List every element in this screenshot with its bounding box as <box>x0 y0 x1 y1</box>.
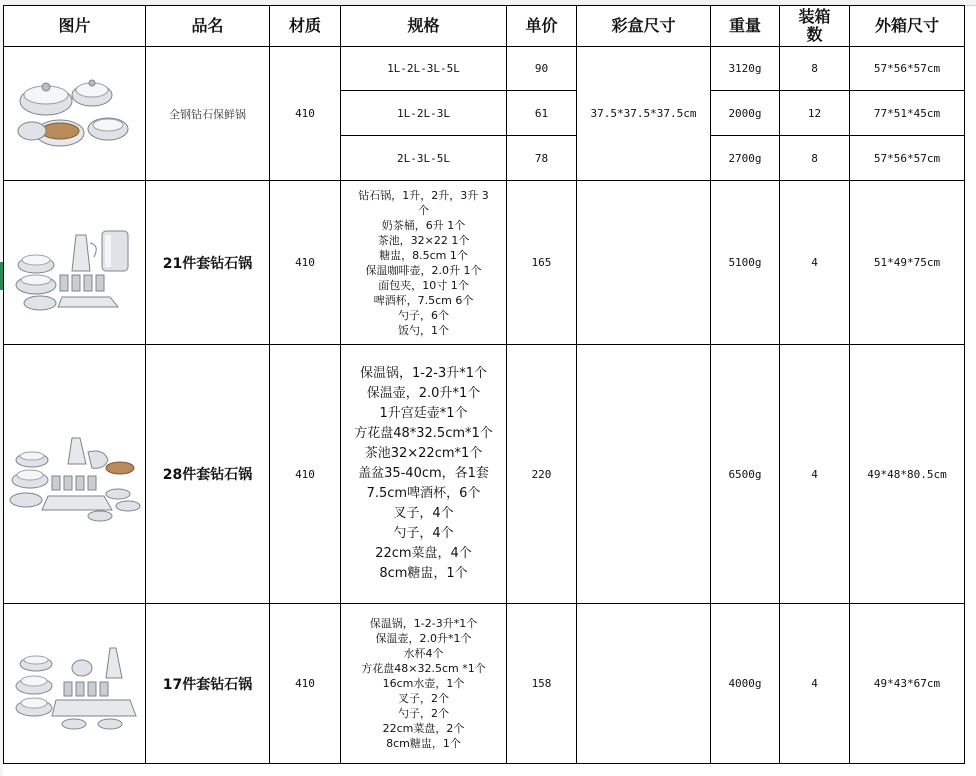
header-packing-count[interactable] <box>780 6 850 47</box>
spec-cell[interactable] <box>341 181 507 345</box>
header-giftbox-size[interactable]: 彩盒尺寸 <box>577 6 711 47</box>
carton-size-cell[interactable]: 51*49*75cm <box>850 181 965 345</box>
price-cell[interactable]: 220 <box>507 345 577 604</box>
spec-line: 个 <box>418 203 429 217</box>
product-name-cell[interactable]: 28件套钻石锅 <box>146 345 270 604</box>
weight-cell[interactable]: 2700g <box>711 136 780 181</box>
product-table <box>3 5 965 764</box>
carton-size-cell[interactable]: 57*56*57cm <box>850 47 965 91</box>
spec-cell[interactable]: 2L-3L-5L <box>341 136 507 181</box>
price-cell[interactable]: 78 <box>507 136 577 181</box>
spec-cell[interactable] <box>341 604 507 764</box>
header-image[interactable]: 图片 <box>4 6 146 47</box>
weight-cell[interactable]: 6500g <box>711 345 780 604</box>
spec-line: 糖盅，8.5cm 1个 <box>379 248 468 262</box>
header-spec[interactable]: 规格 <box>341 6 507 47</box>
header-material[interactable]: 材质 <box>270 6 341 47</box>
cookware-set-image <box>10 634 140 734</box>
packing-cell[interactable]: 12 <box>780 91 850 136</box>
giftbox-size-cell[interactable] <box>577 604 711 764</box>
spec-line: 8cm糖盅，1个 <box>386 737 461 750</box>
spec-line: 面包夹，10寸 1个 <box>378 278 469 292</box>
price-cell[interactable]: 158 <box>507 604 577 764</box>
weight-cell[interactable]: 3120g <box>711 47 780 91</box>
spec-line: 保温锅，1-2-3升*1个 <box>360 366 487 381</box>
price-cell[interactable]: 61 <box>507 91 577 136</box>
spec-line: 盖盆35-40cm，各1套 <box>358 466 489 481</box>
spec-line: 方花盘48*32.5cm*1个 <box>354 426 493 441</box>
spec-line: 保温壶，2.0升*1个 <box>375 632 472 645</box>
header-name[interactable]: 品名 <box>146 6 270 47</box>
spec-line: 保温锅，1-2-3升*1个 <box>369 617 478 630</box>
spec-line: 饭勺，1个 <box>398 323 449 337</box>
header-row <box>4 6 965 47</box>
header-price[interactable]: 单价 <box>507 6 577 47</box>
product-name-cell[interactable]: 17件套钻石锅 <box>146 604 270 764</box>
spec-line: 22cm菜盘，4个 <box>375 546 472 561</box>
spec-cell[interactable] <box>341 345 507 604</box>
spec-line: 1升宫廷壶*1个 <box>379 406 468 421</box>
spec-list <box>341 614 506 753</box>
product-image-cell[interactable] <box>4 604 146 764</box>
carton-size-cell[interactable]: 49*43*67cm <box>850 604 965 764</box>
weight-cell[interactable]: 5100g <box>711 181 780 345</box>
header-weight[interactable]: 重量 <box>711 6 780 47</box>
packing-cell[interactable]: 4 <box>780 181 850 345</box>
spec-line: 保温咖啡壶，2.0升 1个 <box>365 263 482 277</box>
price-cell[interactable]: 90 <box>507 47 577 91</box>
product-image-cell[interactable] <box>4 181 146 345</box>
carton-size-cell[interactable]: 57*56*57cm <box>850 136 965 181</box>
cookware-set-image <box>10 213 140 313</box>
weight-cell[interactable]: 4000g <box>711 604 780 764</box>
giftbox-size-cell[interactable] <box>577 345 711 604</box>
table-row <box>4 47 965 91</box>
carton-size-cell[interactable]: 49*48*80.5cm <box>850 345 965 604</box>
header-carton-size[interactable]: 外箱尺寸 <box>850 6 965 47</box>
product-name-cell[interactable]: 21件套钻石锅 <box>146 181 270 345</box>
material-cell[interactable]: 410 <box>270 181 341 345</box>
carton-size-cell[interactable]: 77*51*45cm <box>850 91 965 136</box>
packing-cell[interactable]: 4 <box>780 604 850 764</box>
price-cell[interactable]: 165 <box>507 181 577 345</box>
header-packing-line2: 数 <box>806 25 823 44</box>
spec-line: 勺子，4个 <box>393 526 454 541</box>
spec-line: 7.5cm啤酒杯，6个 <box>366 486 481 501</box>
spec-line: 8cm糖盅，1个 <box>379 566 468 581</box>
spec-line: 16cm水壶，1个 <box>382 677 465 690</box>
table-row <box>4 604 965 764</box>
table-row <box>4 181 965 345</box>
table-row <box>4 345 965 604</box>
packing-cell[interactable]: 8 <box>780 136 850 181</box>
packing-cell[interactable]: 4 <box>780 345 850 604</box>
spec-line: 啤酒杯，7.5cm 6个 <box>373 293 474 307</box>
material-cell[interactable]: 410 <box>270 604 341 764</box>
spec-line: 叉子，2个 <box>398 692 449 705</box>
spec-line: 方花盘48×32.5cm *1个 <box>361 662 486 675</box>
product-image-cell[interactable] <box>4 345 146 604</box>
material-cell[interactable]: 410 <box>270 345 341 604</box>
product-name-cell[interactable]: 全钢钻石保鲜锅 <box>146 47 270 181</box>
spec-line: 保温壶，2.0升*1个 <box>366 386 481 401</box>
spec-line: 勺子，6个 <box>398 308 449 322</box>
spec-line: 茶池，32×22 1个 <box>377 233 470 247</box>
cookware-set-image <box>10 59 140 169</box>
packing-cell[interactable]: 8 <box>780 47 850 91</box>
spec-line: 奶茶桶，6升 1个 <box>381 218 466 232</box>
spec-line: 钻石锅，1升，2升，3升 3 <box>358 188 489 202</box>
spec-line: 22cm菜盘，2个 <box>382 722 465 735</box>
spec-list <box>341 362 506 586</box>
spec-list <box>341 186 506 340</box>
spec-line: 茶池32×22cm*1个 <box>364 446 483 461</box>
giftbox-size-cell[interactable]: 37.5*37.5*37.5cm <box>577 47 711 181</box>
cookware-set-image <box>8 424 142 524</box>
spec-line: 勺子，2个 <box>398 707 449 720</box>
material-cell[interactable]: 410 <box>270 47 341 181</box>
spec-cell[interactable]: 1L-2L-3L-5L <box>341 47 507 91</box>
spec-cell[interactable]: 1L-2L-3L <box>341 91 507 136</box>
product-image-cell[interactable] <box>4 47 146 181</box>
weight-cell[interactable]: 2000g <box>711 91 780 136</box>
header-packing-line1: 装箱 <box>798 7 831 26</box>
giftbox-size-cell[interactable] <box>577 181 711 345</box>
spec-line: 水杯4个 <box>403 647 444 660</box>
spec-line: 叉子，4个 <box>393 506 454 521</box>
